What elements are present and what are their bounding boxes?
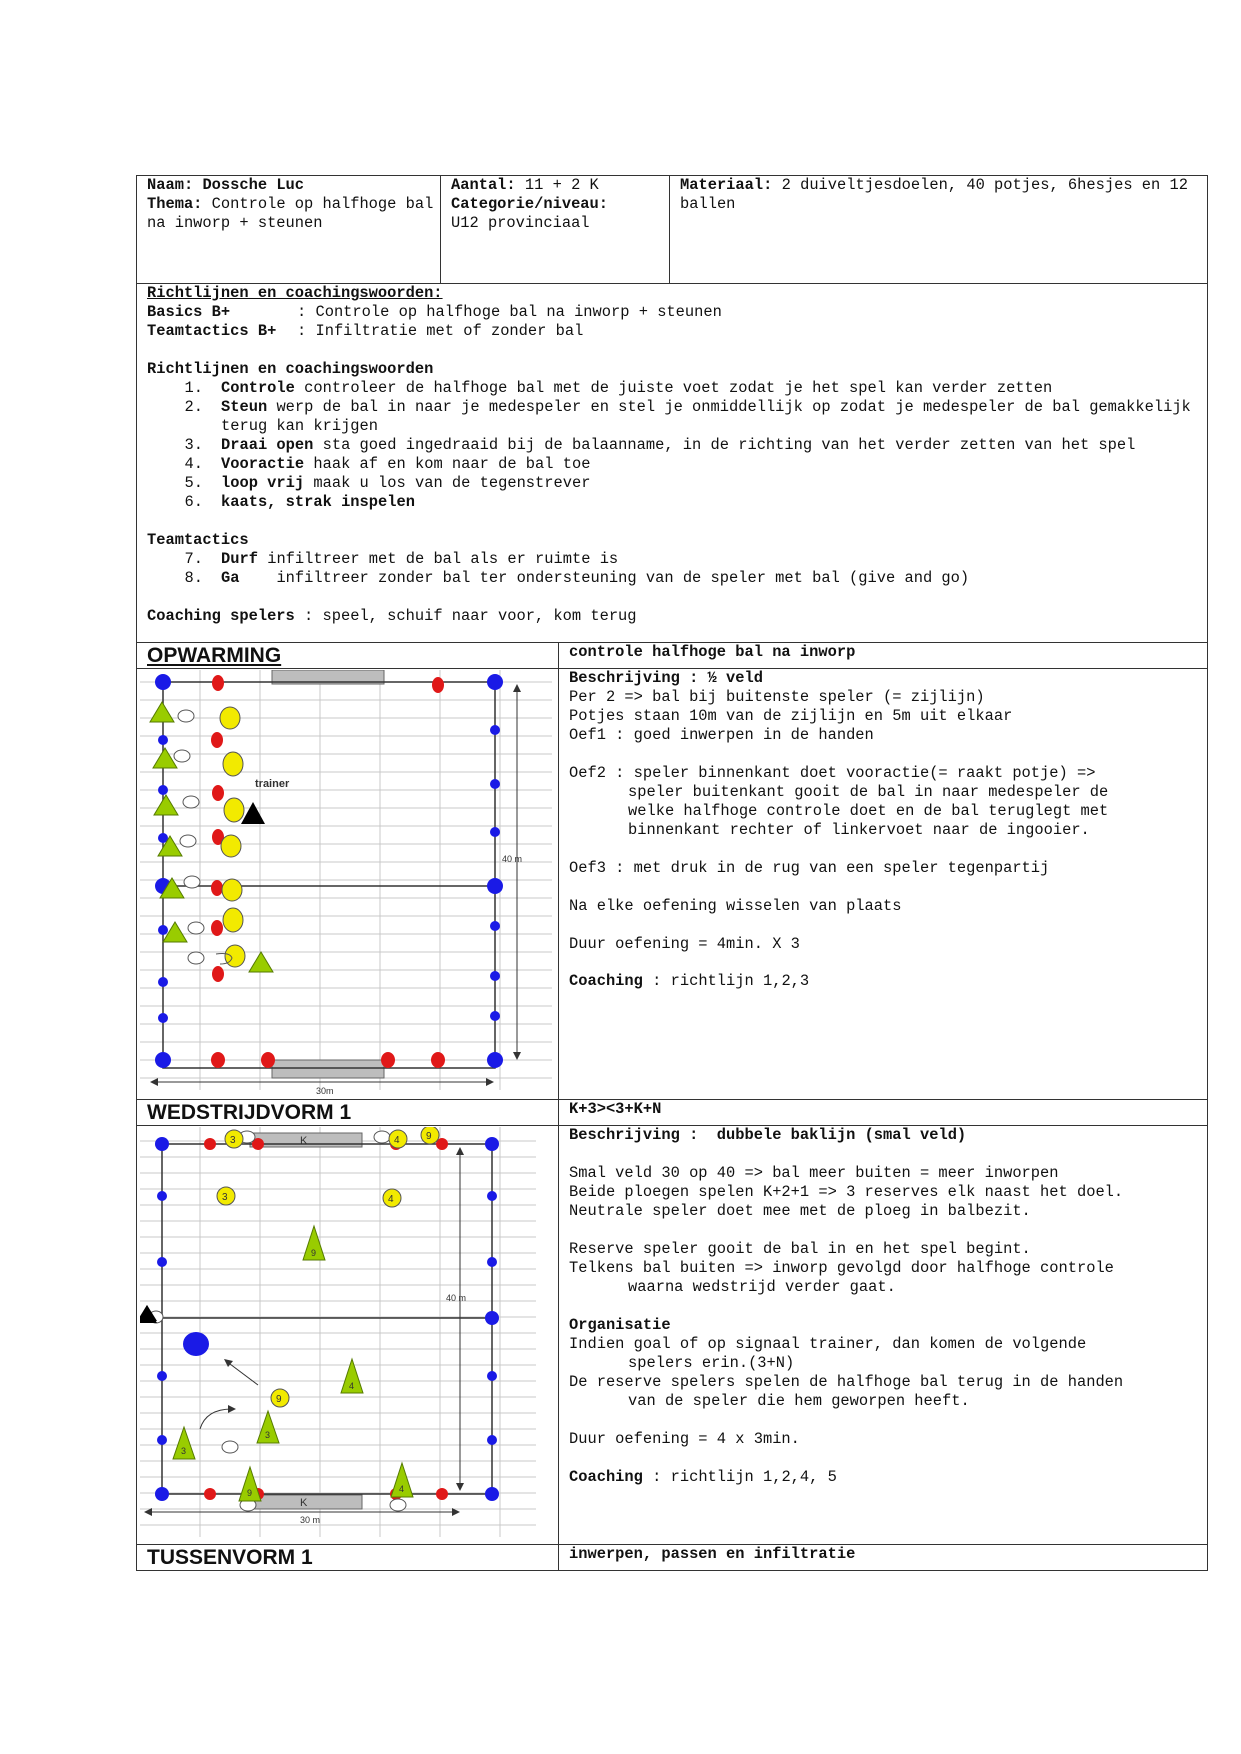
richtlijn-item-text: maak u los van de tegenstrever [313,474,591,492]
trainer-label: trainer [255,778,290,790]
run-arrow [200,1409,232,1429]
wedstrijdvorm-coaching-value: : richtlijn 1,2,4, 5 [652,1468,837,1486]
richtlijn-item-text-wrap [221,379,1197,398]
teamtactic-item-keyword: Durf [221,550,258,568]
coaching-spelers-value: : speel, schuif naar voor, kom terug [304,607,637,625]
richtlijn-item-keyword: kaats, strak inspelen [221,493,415,511]
teamtactic-item-number: 8. [184,569,203,587]
opwarming-beschrijving-label: Beschrijving : ½ veld [569,669,763,687]
player-4-label: 4 [394,1135,400,1146]
tussenvorm-subtitle: inwerpen, passen en infiltratie [569,1545,856,1563]
wedstrijdvorm-telkens-cont: waarna wedstrijd verder gaat. [628,1278,896,1296]
richtlijn-item-text-wrap [221,474,1197,493]
materiaal-label: Materiaal: [680,176,773,194]
richtlijn-item [147,455,1197,474]
richtlijn-item [147,379,1197,398]
width-dim-arrow-left [150,1078,158,1086]
opwarming-duur: Duur oefening = 4min. X 3 [569,935,800,953]
thema-label: Thema: [147,195,203,213]
richtlijn-item-number: 1. [184,379,203,397]
grid-lines-2 [140,1127,536,1537]
opwarming-oef2-cont: speler buitenkant gooit de bal in naar medespeler de welke halfhoge controle doet en de bal teruglegt met binnenkant rechter of linkervoet naar de ingooier. [628,783,1109,839]
richtlijnen-heading-2: Richtlijnen en coachingswoorden [147,360,434,378]
wedstrijdvorm-subtitle: K+3><3+K+N [569,1100,662,1118]
richtlijn-item-keyword: Draai open [221,436,314,454]
cone-9b-label: 9 [247,1488,253,1498]
richtlijn-item-text-wrap [221,436,1197,455]
teamtactic-item-text-wrap [221,569,1197,588]
teamtactics-value: : Infiltratie met of zonder bal [297,322,584,340]
richtlijn-item-text: werp de bal in naar je medespeler en stel je onmiddellijk op zodat je medespeler de bal gemakkelijk terug kan krijgen [221,398,1191,435]
materiaal-value: 2 duiveltjesdoelen, 40 potjes, 6hesjes en 12 ballen [680,176,1188,213]
wedstrijdvorm-beschrijving-value: dubbele baklijn (smal veld) [716,1126,967,1144]
richtlijnen-list [147,379,1197,512]
richtlijn-item-text-wrap [221,455,1197,474]
richtlijn-item-number: 6. [184,493,203,511]
height-dim-arrow-top [513,684,521,692]
tussenvorm-title: TUSSENVORM 1 [147,1546,313,1569]
trainer-icon [241,802,265,824]
width-dim-label: 30m [316,1086,334,1096]
wedstrijdvorm-reserve: Reserve speler gooit de bal in en het spel begint. [569,1240,1031,1258]
richtlijn-item [147,398,1197,436]
aantal-label: Aantal: [451,176,516,194]
richtlijn-item [147,436,1197,455]
wedstrijdvorm-telkens: Telkens bal buiten => inworp gevolgd door halfhoge controle [569,1259,1114,1277]
teamtactic-item [147,550,1197,569]
player-3-label: 3 [230,1135,236,1146]
opwarming-coaching-value: : richtlijn 1,2,3 [652,972,810,990]
wedstrijdvorm-line-1: Smal veld 30 op 40 => bal meer buiten = meer inworpen [569,1164,1059,1182]
opwarming-coaching-label: Coaching [569,972,643,990]
teamtactic-item-text-wrap [221,550,1197,569]
coaching-spelers-label: Coaching spelers [147,607,295,625]
height-dim-label: 40 m [502,854,523,864]
cone-3b-label: 3 [181,1446,187,1456]
richtlijn-item-number: 5. [184,474,203,492]
richtlijn-item-number: 4. [184,455,203,473]
field-outline-2 [162,1144,492,1494]
cone-4-label: 4 [349,1381,355,1391]
teamtactics-heading: Teamtactics [147,531,249,549]
wedstrijdvorm-coaching-label: Coaching [569,1468,643,1486]
wedstrijdvorm-diagram [140,1127,536,1543]
teamtactics-list [147,550,1197,588]
richtlijn-item-keyword: Vooractie [221,455,305,473]
richtlijn-item-text: haak af en kom naar de bal toe [313,455,591,473]
teamtactic-item-number: 7. [184,550,203,568]
player-9-label: 9 [426,1131,432,1142]
richtlijn-item-keyword: Steun [221,398,268,416]
richtlijn-item-number: 3. [184,436,203,454]
wedstrijdvorm-line-3: Neutrale speler doet mee met de ploeg in balbezit. [569,1202,1031,1220]
cone-9-label: 9 [311,1248,317,1258]
naam-label: Naam: [147,176,194,194]
teamtactics-label: Teamtactics B+ [147,322,277,340]
player-3b-label: 3 [222,1192,228,1203]
green-players-2 [173,1226,413,1501]
height-dim-arrow-bottom-2 [456,1483,464,1491]
opwarming-line-1: Per 2 => bal bij buitenste speler (= zijlijn) [569,688,985,706]
teamtactic-item-text: infiltreer met de bal als er ruimte is [267,550,619,568]
width-dim-arrow-right [486,1078,494,1086]
teamtactic-item-keyword: Ga [221,569,240,587]
naam-value: Dossche Luc [202,176,305,194]
height-dim-label-2: 40 m [446,1293,467,1303]
richtlijn-item-keyword: Controle [221,379,295,397]
thema-value: Controle op halfhoge bal na inworp + steunen [147,195,434,232]
opwarming-title: OPWARMING [147,644,282,667]
richtlijn-item-text: controleer de halfhoge bal met de juiste voet zodat je het spel kan verder zetten [304,379,1053,397]
run-arrow-head [228,1405,236,1413]
wedstrijdvorm-duur: Duur oefening = 4 x 3min. [569,1430,800,1448]
wedstrijdvorm-indien: Indien goal of op signaal trainer, dan komen de volgende [569,1335,1087,1353]
teamtactic-item-text: infiltreer zonder bal ter ondersteuning van de speler met bal (give and go) [276,569,970,587]
cone-4b-label: 4 [399,1484,405,1494]
basics-value: : Controle op halfhoge bal na inworp + steunen [297,303,722,321]
richtlijn-item-text-wrap [221,398,1197,436]
wedstrijdvorm-organisatie-label: Organisatie [569,1316,671,1334]
opwarming-line-3: Oef1 : goed inwerpen in de handen [569,726,874,744]
aantal-value: 11 + 2 K [524,176,599,194]
opwarming-oef3: Oef3 : met druk in de rug van een speler tegenpartij [569,859,1050,877]
richtlijn-item-keyword: loop vrij [221,474,305,492]
cone-3-label: 3 [265,1430,271,1440]
richtlijnen-heading: Richtlijnen en coachingswoorden: [147,284,443,302]
red-markers [211,675,445,1068]
wedstrijdvorm-reserves-cont: van de speler die hem geworpen heeft. [628,1392,970,1410]
red-markers-2 [204,1138,448,1500]
wedstrijdvorm-line-2: Beide ploegen spelen K+2+1 => 3 reserves elk naast het doel. [569,1183,1124,1201]
wedstrijdvorm-reserves: De reserve spelers spelen de halfhoge bal terug in de handen [569,1373,1124,1391]
goal-top-label: K [300,1135,308,1147]
player-9b-label: 9 [276,1394,282,1405]
richtlijn-item [147,493,1197,512]
player-4b-label: 4 [388,1194,394,1205]
richtlijn-item-text-wrap [221,493,1197,512]
categorie-label: Categorie/niveau: [451,195,609,213]
width-dim-label-2: 30 m [300,1515,321,1525]
goal-bottom [272,1060,384,1078]
opwarming-oef2: Oef2 : speler binnenkant doet vooractie(= raakt potje) => [569,764,1096,782]
categorie-value: U12 provinciaal [451,214,590,232]
opwarming-wisselen: Na elke oefening wisselen van plaats [569,897,902,915]
opwarming-diagram [140,670,556,1098]
height-dim-arrow-top-2 [456,1147,464,1155]
teamtactic-item [147,569,1197,588]
basics-label: Basics B+ [147,303,231,321]
richtlijn-item-number: 2. [184,398,203,416]
opwarming-line-2: Potjes staan 10m van de zijlijn en 5m uit elkaar [569,707,1013,725]
wedstrijdvorm-title: WEDSTRIJDVORM 1 [147,1101,352,1124]
blue-markers [155,674,503,1068]
wedstrijdvorm-beschrijving-label: Beschrijving : [569,1126,699,1144]
goal-bottom-label: K [300,1497,308,1509]
richtlijn-item [147,474,1197,493]
opwarming-subtitle: controle halfhoge bal na inworp [569,643,856,661]
blue-markers-2 [155,1137,499,1501]
richtlijn-item-text: sta goed ingedraaid bij de balaanname, in de richting van het verder zetten van het spel [322,436,1136,454]
height-dim-arrow-bottom [513,1052,521,1060]
wedstrijdvorm-indien-cont: spelers erin.(3+N) [628,1354,795,1372]
